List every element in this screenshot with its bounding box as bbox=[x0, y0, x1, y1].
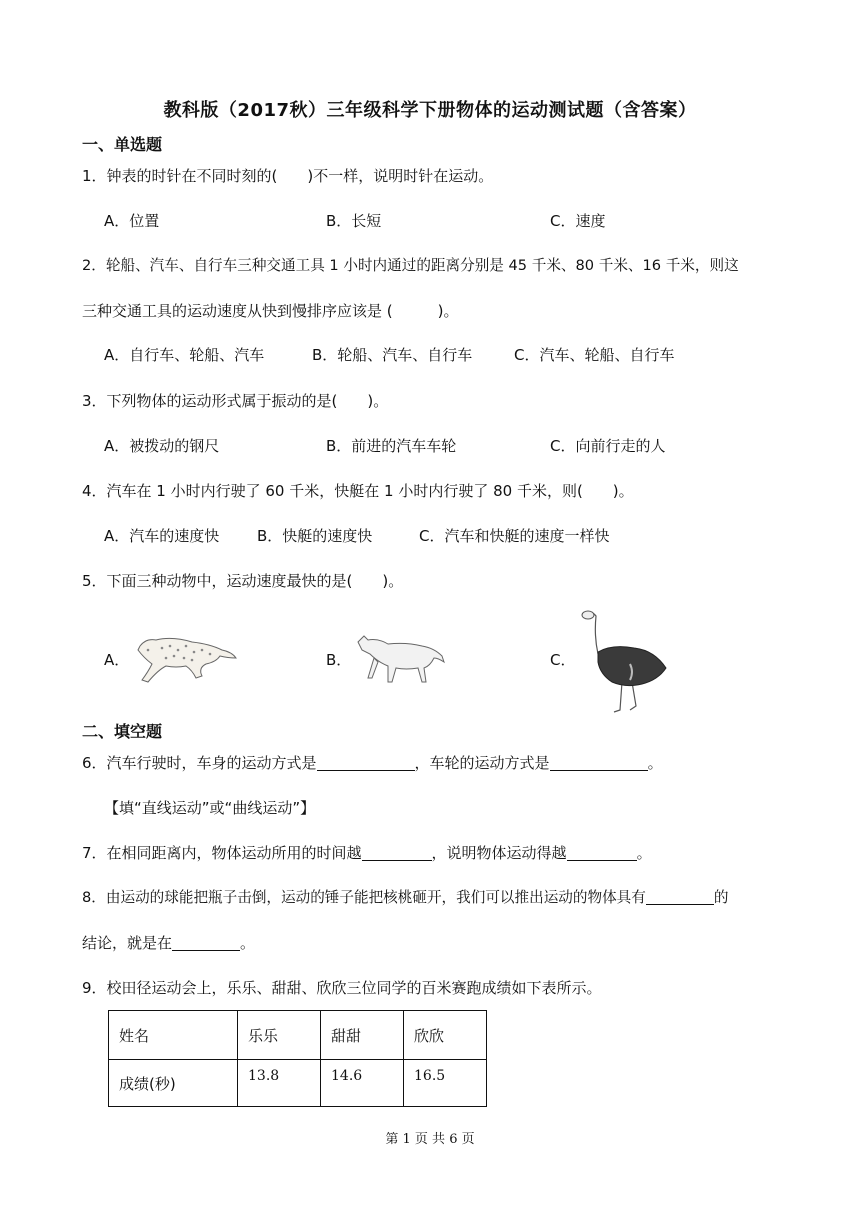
q5-option-a: A． bbox=[104, 651, 130, 669]
question-7 bbox=[82, 843, 652, 863]
q6-text-mid: ，车轮的运动方式是 bbox=[414, 754, 550, 772]
ostrich-image bbox=[572, 606, 672, 720]
q3-option-c: C．向前行走的人 bbox=[550, 437, 666, 455]
q7-text-mid: ，说明物体运动得越 bbox=[431, 844, 567, 862]
q6-blank-2[interactable] bbox=[550, 754, 648, 771]
row-label-score: 成绩(秒) bbox=[109, 1060, 238, 1107]
page-footer: 第 1 页 共 6 页 bbox=[385, 1132, 475, 1147]
question-3: 3．下列物体的运动形式属于振动的是( )。 bbox=[82, 392, 389, 410]
q6-blank-1[interactable] bbox=[317, 754, 415, 771]
q6-text-post: 。 bbox=[647, 754, 663, 772]
q3-option-a: A．被拨动的钢尺 bbox=[104, 437, 220, 455]
q5-option-c: C． bbox=[550, 651, 576, 669]
q1-option-a: A．位置 bbox=[104, 212, 160, 230]
question-2-line-2: 三种交通工具的运动速度从快到慢排序应该是 ( )。 bbox=[82, 302, 459, 320]
question-8-line-1 bbox=[82, 888, 728, 908]
score-table bbox=[108, 1010, 487, 1107]
question-2-line-1: 2．轮船、汽车、自行车三种交通工具 1 小时内通过的距离分别是 45 千米、80 千米、16 千米，则这 bbox=[82, 257, 739, 274]
q1-option-c: C．速度 bbox=[550, 212, 606, 230]
score-xinxin: 16.5 bbox=[414, 1068, 446, 1084]
question-5: 5．下面三种动物中，运动速度最快的是( )。 bbox=[82, 572, 404, 590]
q8-text-pre: 8．由运动的球能把瓶子击倒，运动的锤子能把核桃砸开，我们可以推出运动的物体具有 bbox=[82, 889, 646, 906]
question-4: 4．汽车在 1 小时内行驶了 60 千米，快艇在 1 小时内行驶了 80 千米，则( )。 bbox=[82, 482, 634, 500]
q4-option-c: C．汽车和快艇的速度一样快 bbox=[419, 527, 610, 545]
q2-option-c: C．汽车、轮船、自行车 bbox=[514, 346, 675, 364]
question-9: 9．校田径运动会上，乐乐、甜甜、欣欣三位同学的百米赛跑成绩如下表所示。 bbox=[82, 979, 602, 997]
q8-text-post: 的 bbox=[713, 889, 729, 906]
header-lele: 乐乐 bbox=[238, 1011, 321, 1060]
section-single-choice: 一、单选题 bbox=[82, 135, 163, 154]
question-6 bbox=[82, 753, 663, 773]
page-title: 教科版（2017秋）三年级科学下册物体的运动测试题（含答案） bbox=[163, 100, 697, 121]
question-1: 1．钟表的时针在不同时刻的( )不一样，说明时针在运动。 bbox=[82, 167, 494, 185]
q6-hint: 【填“直线运动”或“曲线运动”】 bbox=[104, 799, 316, 817]
question-8-line-2 bbox=[82, 933, 255, 953]
table-header-row bbox=[109, 1011, 487, 1060]
q1-option-b: B．长短 bbox=[326, 212, 382, 230]
header-name: 姓名 bbox=[109, 1011, 238, 1060]
q7-blank-2[interactable] bbox=[567, 844, 637, 861]
header-tiantian: 甜甜 bbox=[321, 1011, 404, 1060]
wolf-image bbox=[354, 628, 446, 690]
q4-option-b: B．快艇的速度快 bbox=[257, 527, 373, 545]
section-fill-in: 二、填空题 bbox=[82, 722, 163, 741]
q7-text-post: 。 bbox=[636, 844, 652, 862]
q3-option-b: B．前进的汽车车轮 bbox=[326, 437, 457, 455]
q6-text-pre: 6．汽车行驶时，车身的运动方式是 bbox=[82, 754, 317, 772]
score-lele: 13.8 bbox=[248, 1068, 280, 1084]
header-xinxin: 欣欣 bbox=[404, 1011, 487, 1060]
q4-option-a: A．汽车的速度快 bbox=[104, 527, 220, 545]
q2-option-a: A．自行车、轮船、汽车 bbox=[104, 346, 265, 364]
table-row bbox=[109, 1060, 487, 1107]
q2-option-b: B．轮船、汽车、自行车 bbox=[312, 346, 473, 364]
q8-line2-post: 。 bbox=[240, 934, 256, 952]
q8-blank-1[interactable] bbox=[646, 888, 714, 905]
cheetah-image bbox=[132, 628, 238, 692]
q8-line2-pre: 结论，就是在 bbox=[82, 934, 173, 952]
q7-text-pre: 7．在相同距离内，物体运动所用的时间越 bbox=[82, 844, 362, 862]
q7-blank-1[interactable] bbox=[362, 844, 432, 861]
q8-blank-2[interactable] bbox=[172, 934, 240, 951]
score-tiantian: 14.6 bbox=[331, 1068, 363, 1084]
q5-option-b: B． bbox=[326, 651, 352, 669]
